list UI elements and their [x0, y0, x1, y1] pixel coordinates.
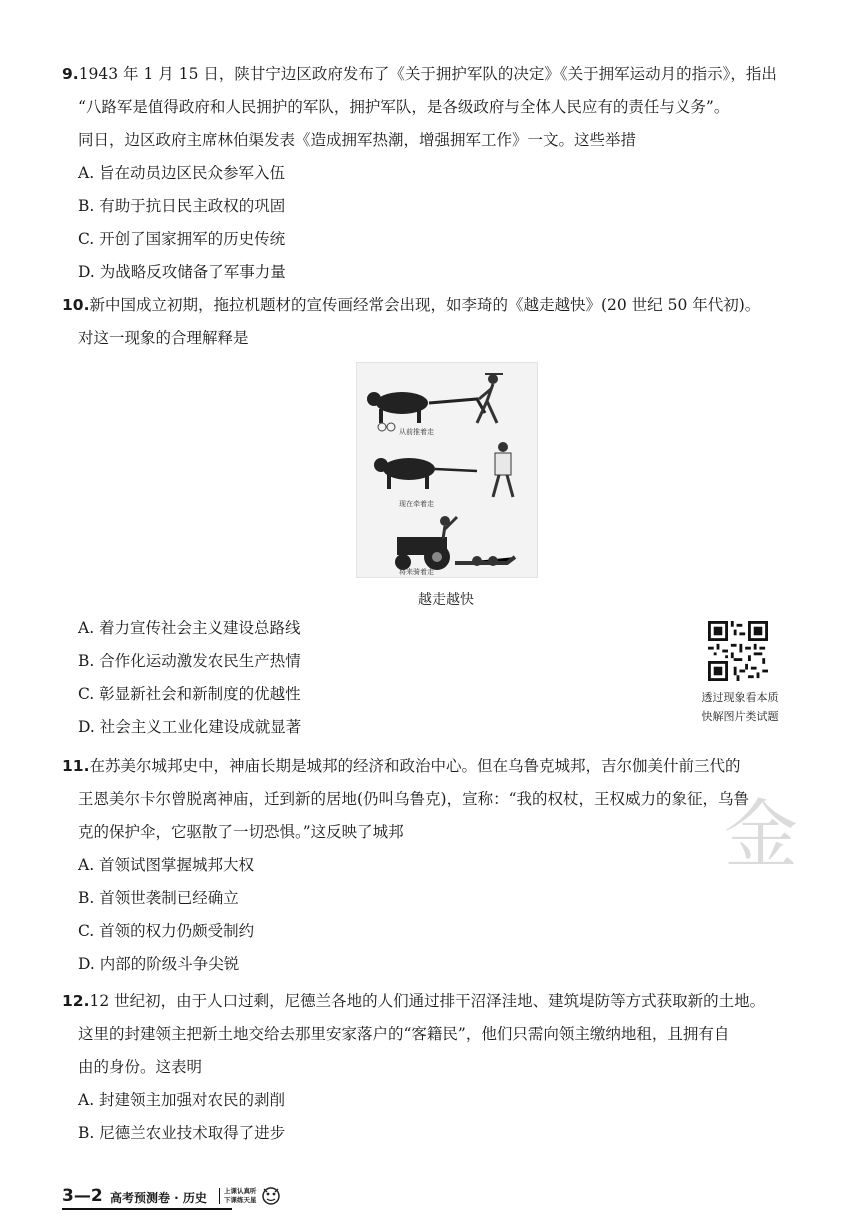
q9-option-c[interactable]: C. 开创了国家拥军的历史传统: [78, 230, 286, 248]
q11-option-b[interactable]: B. 首领世袭制已经确立: [78, 889, 239, 907]
q9-number: 9.: [62, 65, 79, 83]
panel-caption-1: 从前推着走: [399, 428, 434, 436]
q11-option-d[interactable]: D. 内部的阶级斗争尖锐: [78, 955, 240, 973]
q12-line-2: 这里的封建领主把新土地交给去那里安家落户的“客籍民”，他们只需向领主缴纳地租，且拥有自: [78, 1025, 730, 1043]
q12-option-b[interactable]: B. 尼德兰农业技术取得了进步: [78, 1124, 286, 1142]
poster-panel-ox-leading: [357, 437, 537, 507]
q9-line-1: 9.1943 年 1 月 15 日，陕甘宁边区政府发布了《关于拥护军队的决定》《关于拥军运动月的指示》，指出: [62, 65, 777, 83]
q9-line-2: “八路军是值得政府和人民拥护的军队，拥护军队，是各级政府与全体人民应有的责任与义务”。: [78, 98, 730, 116]
q12-line-3: 由的身份。这表明: [78, 1058, 203, 1076]
q10-line-2: 对这一现象的合理解释是: [78, 329, 249, 347]
q9-option-b[interactable]: B. 有助于抗日民主政权的巩固: [78, 197, 286, 215]
q11-line-1: 11.在苏美尔城邦史中，神庙长期是城邦的经济和政治中心。但在乌鲁克城邦，吉尔伽美什前三代的: [62, 757, 741, 775]
ox-leading-illustration: [357, 437, 537, 507]
q10-option-d[interactable]: D. 社会主义工业化建设成就显著: [78, 718, 302, 736]
footer-divider: [219, 1188, 220, 1204]
panel-caption-2: 现在牵着走: [399, 500, 434, 508]
poster-panel-ox-plough: [357, 365, 537, 435]
propaganda-poster-image: [356, 362, 538, 578]
mascot-logo-icon: [260, 1186, 282, 1206]
q9-line-3: 同日，边区政府主席林伯渠发表《造成拥军热潮，增强拥军工作》一文。这些举措: [78, 131, 637, 149]
q11-number: 11.: [62, 757, 90, 775]
q10-option-a[interactable]: A. 着力宣传社会主义建设总路线: [78, 619, 301, 637]
q10-line-1: 10.新中国成立初期，拖拉机题材的宣传画经常会出现，如李琦的《越走越快》(20 世纪 50 年代初)。: [62, 296, 761, 314]
q11-option-a[interactable]: A. 首领试图掌握城邦大权: [78, 856, 255, 874]
q10-number: 10.: [62, 296, 90, 314]
q10-option-c[interactable]: C. 彰显新社会和新制度的优越性: [78, 685, 301, 703]
brand-watermark: 金: [724, 792, 802, 878]
figure-caption: 越走越快: [418, 592, 474, 608]
page-footer: [62, 1186, 322, 1210]
series-title: 高考预测卷 · 历史: [110, 1191, 207, 1205]
q11-option-c[interactable]: C. 首领的权力仍颇受制约: [78, 922, 255, 940]
panel-caption-3: 将来骑着走: [399, 568, 434, 576]
q12-option-a[interactable]: A. 封建领主加强对农民的剥削: [78, 1091, 286, 1109]
ox-plough-illustration: [357, 365, 537, 435]
question-10: [62, 289, 814, 355]
page-number: 3—2: [62, 1186, 103, 1206]
qr-caption: 透过现象看本质 快解图片类试题: [701, 691, 779, 723]
poster-panel-tractor: [357, 507, 537, 577]
q9-option-d[interactable]: D. 为战略反攻储备了军事力量: [78, 263, 286, 281]
question-11: [62, 750, 814, 981]
qr-code-icon[interactable]: [708, 621, 768, 681]
q11-line-3: 克的保护伞，它驱散了一切恐惧。”这反映了城邦: [78, 823, 404, 841]
q10-option-b[interactable]: B. 合作化运动激发农民生产热情: [78, 652, 301, 670]
footer-slogan: 上课认真听 下课练天星: [224, 1187, 257, 1204]
q11-line-2: 王恩美尔卡尔曾脱离神庙，迁到新的居地(仍叫乌鲁克)，宣称：“我的权杖，王权威力的象征，乌鲁: [78, 790, 750, 808]
footer-rule: [62, 1208, 232, 1210]
question-12: [62, 985, 814, 1150]
tractor-illustration: [357, 507, 537, 577]
q9-option-a[interactable]: A. 旨在动员边区民众参军入伍: [78, 164, 286, 182]
q12-number: 12.: [62, 992, 90, 1010]
q12-line-1: 12.12 世纪初，由于人口过剩，尼德兰各地的人们通过排干沼泽洼地、建筑堤防等方式获取新的土地。: [62, 992, 766, 1010]
question-9: [62, 58, 814, 289]
